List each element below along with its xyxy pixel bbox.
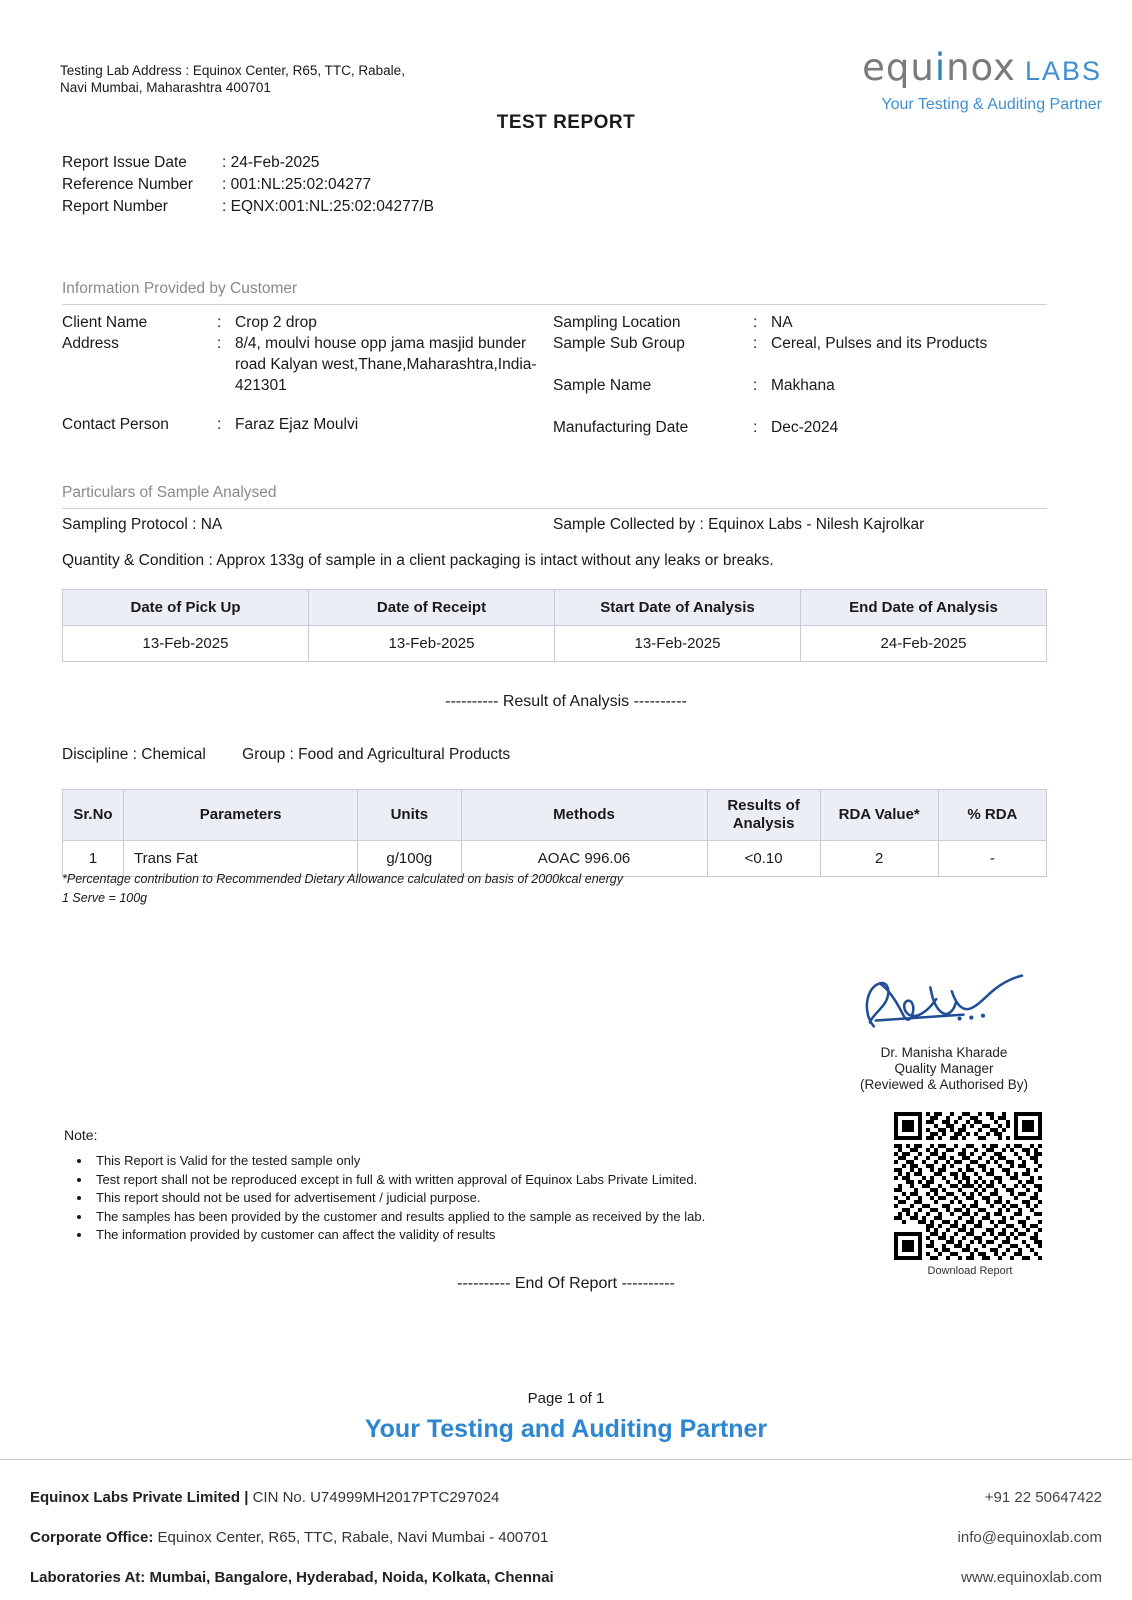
cell-start-date-of-analysis: 13-Feb-2025 [555,626,801,662]
sample-name-label: Sample Name [553,377,652,394]
signatory-authorisation: (Reviewed & Authorised By) [859,1077,1029,1092]
quantity-and-condition: Quantity & Condition : Approx 133g of sample in a client packaging is intact without any leaks or breaks. [62,552,774,569]
cell-units: g/100g [358,841,461,877]
footer-office-line [30,1518,554,1558]
footer-phone[interactable]: +91 22 50647422 [984,1489,1102,1506]
col-units: Units [358,790,461,841]
footer-right-column [958,1478,1102,1598]
discipline-group-line [62,746,510,764]
list-item: • The information provided by customer can affect the validity of results [92,1226,852,1244]
equinox-logo [832,48,1102,114]
sampling-protocol: Sampling Protocol : NA [62,516,223,533]
logo-word-i: i [934,46,947,89]
issue-date-label: Report Issue Date [62,154,187,171]
signatory-name: Dr. Manisha Kharade [880,1045,1008,1060]
qr-download-label[interactable]: Download Report [927,1265,1013,1277]
cell-end-date-of-analysis: 24-Feb-2025 [801,626,1047,662]
col-rda-value: RDA Value* [820,790,938,841]
cell-parameter: Trans Fat [124,841,358,877]
section-heading-particulars: Particulars of Sample Analysed [62,484,1047,509]
signature-icon [844,962,1044,1040]
footer-labs-list: Laboratories At: Mumbai, Bangalore, Hyderabad, Noida, Kolkata, Chennai [30,1569,554,1586]
qr-code-icon[interactable] [894,1112,1042,1260]
report-number-value: : EQNX:001:NL:25:02:04277/B [222,198,434,215]
footnote-serve: 1 Serve = 100g [62,891,148,905]
footer-company-line [30,1478,554,1518]
col-sr-no: Sr.No [63,790,124,841]
logo-wordmark [832,48,1102,91]
client-name-colon: : [217,314,222,331]
group-text: Group : Food and Agricultural Products [242,746,511,763]
cell-rda-value: 2 [820,841,938,877]
logo-word-part1: equ [862,46,935,89]
col-methods: Methods [461,790,707,841]
footer-office-address: Equinox Center, R65, TTC, Rabale, Navi Mumbai - 400701 [153,1529,549,1546]
footer-website[interactable]: www.equinoxlab.com [961,1569,1102,1586]
footer-cin: CIN No. U74999MH2017PTC297024 [248,1489,500,1506]
col-parameters: Parameters [124,790,358,841]
page-title: TEST REPORT [496,112,636,133]
signatory-designation: Quality Manager [894,1061,994,1076]
results-table-footnotes [62,870,623,908]
sample-sub-group-colon: : [753,335,758,352]
field-sample-name [553,375,1053,396]
spacer-row [553,354,1053,375]
footer-labs-line [30,1558,554,1598]
cell-sr-no: 1 [63,841,124,877]
sampling-location-label: Sampling Location [553,314,681,331]
manufacturing-date-colon: : [753,419,758,436]
contact-person-colon: : [217,416,222,433]
manufacturing-date-label: Manufacturing Date [553,419,689,436]
address-label: Address [62,335,119,352]
footer-divider [0,1459,1132,1460]
address-colon: : [217,335,222,352]
notes-title: Note: [64,1127,98,1143]
cell-date-of-receipt: 13-Feb-2025 [309,626,555,662]
list-item: • This Report is Valid for the tested sample only [92,1152,852,1170]
result-of-analysis-banner: ---------- Result of Analysis ---------- [445,693,687,710]
notes-list [64,1152,852,1245]
meta-row-report-number [62,196,434,218]
page-number: Page 1 of 1 [527,1390,605,1407]
results-table [62,789,1047,877]
issue-date-value: : 24-Feb-2025 [222,154,320,171]
signature-block [840,962,1048,1093]
dates-table [62,589,1047,662]
end-of-report-banner: ---------- End Of Report ---------- [457,1275,675,1292]
client-name-label: Client Name [62,314,148,331]
reference-number-value: : 001:NL:25:02:04277 [222,176,372,193]
dates-table-header-row [63,590,1047,626]
footer-left-column [30,1478,554,1598]
customer-info-right-column [553,312,1053,438]
contact-person-label: Contact Person [62,416,169,433]
client-name-value: Crop 2 drop [235,314,317,331]
sample-sub-group-value: Cereal, Pulses and its Products [771,335,988,352]
field-contact-person [62,414,552,435]
sampling-location-colon: : [753,314,758,331]
col-results-of-analysis [707,790,820,841]
meta-row-issue-date [62,152,434,174]
sample-collected-by: Sample Collected by : Equinox Labs - Nilesh Kajrolkar [553,516,925,533]
cell-method: AOAC 996.06 [461,841,707,877]
results-table-header-row [63,790,1047,841]
report-number-label: Report Number [62,198,168,215]
cell-pct-rda: - [938,841,1046,877]
cell-date-of-pickup: 13-Feb-2025 [63,626,309,662]
col-end-date-of-analysis: End Date of Analysis [801,590,1047,626]
col-date-of-receipt: Date of Receipt [309,590,555,626]
qr-block[interactable] [894,1112,1046,1277]
col-pct-rda: % RDA [938,790,1046,841]
manufacturing-date-value: Dec-2024 [771,419,839,436]
logo-tagline: Your Testing & Auditing Partner [881,96,1102,113]
footer-company-name: Equinox Labs Private Limited | [30,1489,249,1506]
sample-name-value: Makhana [771,377,835,394]
footer-office-label: Corporate Office: [30,1529,154,1546]
page-footer [0,1470,1132,1600]
address-value: 8/4, moulvi house opp jama masjid bunder road Kalyan west,Thane,Maharashtra,India-421301 [235,335,537,394]
col-results-line2: Analysis [732,815,795,832]
col-date-of-pickup: Date of Pick Up [63,590,309,626]
discipline-text: Discipline : Chemical [62,746,206,763]
contact-person-value: Faraz Ejaz Moulvi [235,416,359,433]
col-results-line1: Results of [727,797,800,814]
list-item: • The samples has been provided by the customer and results applied to the sample as received by the lab. [92,1208,852,1226]
partner-tagline: Your Testing and Auditing Partner [364,1415,768,1443]
meta-row-reference-number [62,174,434,196]
col-start-date-of-analysis: Start Date of Analysis [555,590,801,626]
section-heading-customer-info: Information Provided by Customer [62,280,1047,305]
footnote-rda: *Percentage contribution to Recommended Dietary Allowance calculated on basis of 2000kcal energy [62,872,623,886]
spacer-row-2 [553,396,1053,417]
footer-email[interactable]: info@equinoxlab.com [957,1529,1102,1546]
field-manufacturing-date [553,417,1053,438]
logo-labs-text: LABS [1024,56,1102,86]
lab-address: Testing Lab Address : Equinox Center, R65, TTC, Rabale, Navi Mumbai, Maharashtra 400701 [60,63,405,95]
report-meta [62,152,434,218]
sample-name-colon: : [753,377,758,394]
list-item: • This report should not be used for advertisement / judicial purpose. [92,1189,852,1207]
field-client-name [62,312,552,333]
field-sampling-location [553,312,1053,333]
cell-result: <0.10 [707,841,820,877]
logo-word-part2: nox [946,46,1016,89]
sample-sub-group-label: Sample Sub Group [553,335,685,352]
customer-info-left-column [62,312,552,435]
table-row [63,626,1047,662]
field-sample-sub-group [553,333,1053,354]
field-address [62,333,552,396]
sampling-location-value: NA [771,314,793,331]
list-item: • Test report shall not be reproduced except in full & with written approval of Equinox Labs Private Limited. [92,1171,852,1189]
reference-number-label: Reference Number [62,176,193,193]
